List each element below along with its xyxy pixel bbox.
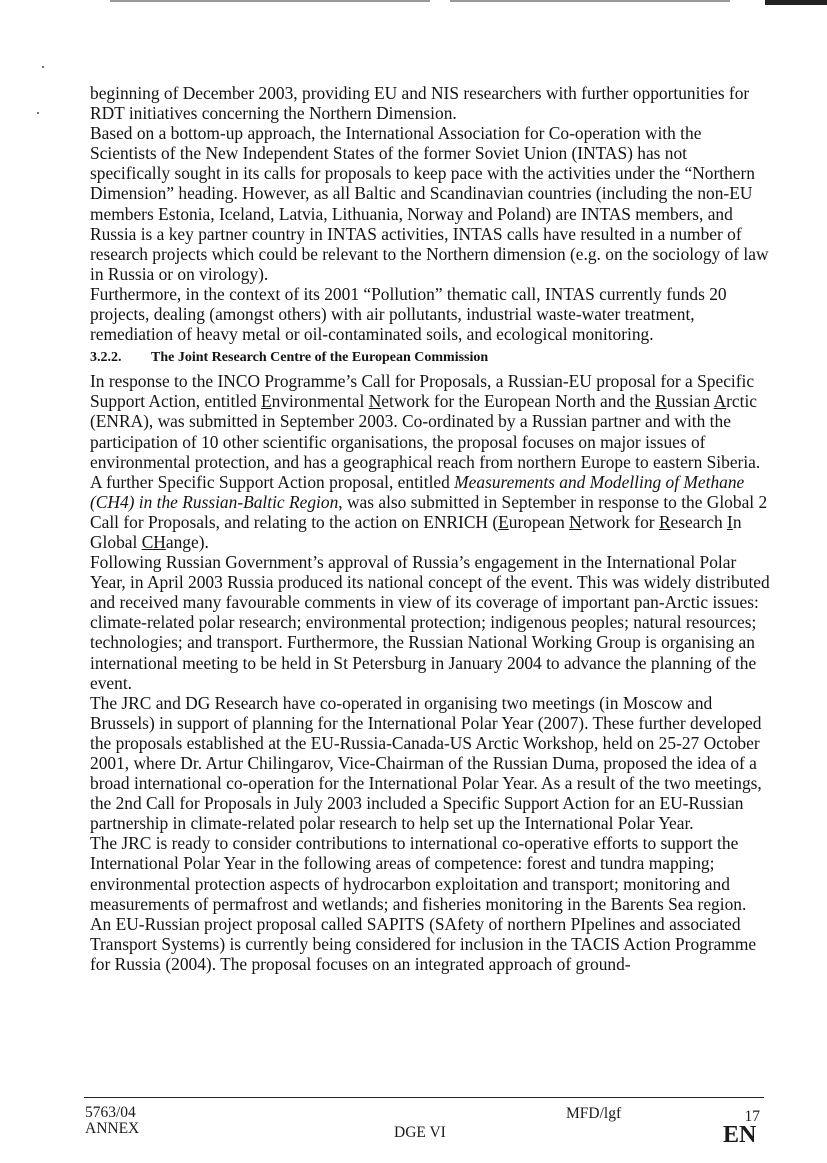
scan-speck bbox=[42, 66, 44, 68]
scan-artifact-top bbox=[0, 0, 827, 6]
paragraph: Based on a bottom-up approach, the International Association for Co-operation with the Scientists of the New Independent States of the former Soviet Union (INTAS) has not specifically sought in its calls for proposals to keep pace with the activities under the “Northern Dimension” heading. However, as all Baltic and Scandinavian countries (including the non-EU members Estonia, Iceland, Latvia, Lithuania, Norway and Poland) are INTAS members, and Russia is a key partner country in INTAS activities, INTAS calls have resulted in a number of research projects which could be relevant to the Northern dimension (e.g. on the sociology of law in Russia or on virology). bbox=[90, 123, 769, 284]
paragraph: The JRC is ready to consider contributions to international co-operative efforts to support the International Polar Year in the following areas of competence: forest and tundra mapping; environmental protection aspects of hydrocarbon exploitation and transport; monitoring and measurements of permafrost and wetlands; and fisheries monitoring in the Barents Sea region. bbox=[90, 833, 747, 914]
paragraph: Following Russian Government’s approval of Russia’s engagement in the International Polar Year, in April 2003 Russia produced its national concept of the event. This was widely distributed and received many favourable comments in view of its coverage of important pan-Arctic issues: climate-related polar research; environmental protection; indigenous peoples; natural resources; technologies; and transport. Furthermore, the Russian National Working Group is organising an international meeting to be held in St Petersburg in January 2004 to advance the planning of the event. bbox=[90, 552, 770, 693]
language-code: EN bbox=[723, 1122, 757, 1148]
paragraph: A further Specific Support Action proposal, entitled Measurements and Modelling of Methane (CH4) in the Russian-Baltic Region, was also submitted in September in response to the Global 2 Call for Proposals, and relating to the action on ENRICH (European Network for Research In Global CHange). bbox=[90, 471, 768, 552]
directorate-label: DGE VI bbox=[394, 1124, 446, 1141]
paragraph: Furthermore, in the context of its 2001 “Pollution” thematic call, INTAS currently funds 20 projects, dealing (amongst others) with air pollutants, industrial waste-water treatment, remediation of heavy metal or oil-contaminated soils, and ecological monitoring. bbox=[90, 283, 727, 345]
author-initials: MFD/lgf bbox=[566, 1105, 622, 1122]
section-heading bbox=[90, 349, 770, 367]
section-number: 3.2.2. bbox=[90, 350, 122, 366]
paragraph: beginning of December 2003, providing EU and NIS researchers with further opportunities for RDT initiatives concerning the Northern Dimension. bbox=[90, 83, 750, 124]
document-number: 5763/04 bbox=[85, 1104, 136, 1121]
paragraph: An EU-Russian project proposal called SAPITS (SAfety of northern PIpelines and associated Transport Systems) is currently being considered for inclusion in the TACIS Action Programme for Russia (2004). The proposal focuses on an integrated approach of ground- bbox=[90, 913, 757, 974]
scan-edge-mark bbox=[765, 0, 827, 5]
scan-speck bbox=[37, 112, 39, 114]
paragraph: The JRC and DG Research have co-operated in organising two meetings (in Moscow and Brussels) in support of planning for the International Polar Year (2007). These further developed the proposals established at the EU-Russia-Canada-US Arctic Workshop, held on 25-27 October 2001, where Dr. Artur Chilingarov, Vice-Chairman of the Russian Duma, proposed the idea of a broad international co-operation for the International Polar Year. As a result of the two meetings, the 2nd Call for Proposals in July 2003 included a Specific Support Action for an EU-Russian partnership in climate-related polar research to help set up the International Polar Year. bbox=[90, 692, 762, 834]
section-title: The Joint Research Centre of the European Commission bbox=[151, 350, 489, 366]
footer-divider bbox=[84, 1097, 764, 1098]
page-number: 17 bbox=[744, 1108, 760, 1125]
annex-label: ANNEX bbox=[85, 1120, 140, 1137]
paragraph: In response to the INCO Programme’s Call for Proposals, a Russian-EU proposal for a Specific Support Action, entitled Environmental Network for the European North and the Russian Arctic (ENRA), was submitted in September 2003. Co-ordinated by a Russian partner and with the participation of 10 other scientific organisations, the proposal focuses on major issues of environmental protection, and has a geographical reach from northern Europe to eastern Siberia. bbox=[90, 371, 761, 472]
proposal-title: Measurements and Modelling of Methane (CH4) in the Russian-Baltic Region bbox=[90, 471, 745, 512]
document-body bbox=[90, 83, 770, 974]
scan-line bbox=[450, 0, 730, 2]
scan-line bbox=[110, 0, 430, 2]
